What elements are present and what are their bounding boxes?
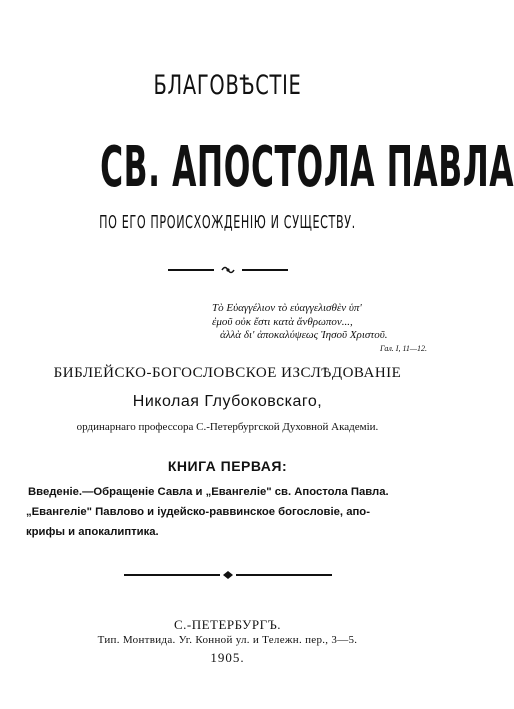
contents-line: „Евангеліе" Павлово и іудейско-раввинское богословіе, апо- — [26, 506, 370, 518]
epigraph — [212, 302, 427, 343]
ornament-divider-top — [168, 265, 288, 275]
epigraph-reference: Гал. I, 11—12. — [379, 344, 427, 353]
ornament-flourish-icon — [222, 265, 234, 275]
contents-line: Введеніе.—Обращеніе Савла и „Евангеліе" св. Апостола Павла. — [28, 486, 389, 498]
pre-title: БЛАГОВѢСТІЕ — [153, 70, 302, 101]
book-contents — [26, 482, 433, 542]
ornament-flourish-icon — [222, 570, 234, 580]
main-title: СВ. АПОСТОЛА ПАВЛА — [100, 135, 514, 200]
epigraph-line: Τὸ Εὐαγγέλιον τὸ εὐαγγελισθὲν ὑπ' — [212, 302, 362, 314]
ornament-divider-bottom — [124, 570, 332, 580]
author-name: Николая Глубоковскаго, — [132, 393, 323, 410]
subtitle: ПО ЕГО ПРОИСХОЖДЕНІЮ И СУЩЕСТВУ. — [99, 212, 356, 233]
contents-line: крифы и апокалиптика. — [26, 526, 159, 538]
epigraph-line: ἐμοῦ οὐκ ἔστι κατὰ ἄνθρωπον..., — [212, 315, 353, 328]
imprint-city: С.-ПЕТЕРБУРГЪ. — [173, 617, 282, 632]
imprint-year: 1905. — [210, 650, 245, 665]
study-type: БИБЛЕЙСКО-БОГОСЛОВСКОЕ ИЗСЛѢДОВАНІЕ — [53, 365, 402, 381]
imprint-printer: Тип. Монтвида. Уг. Конной ул. и Тележн. пер., 3—5. — [97, 634, 358, 646]
epigraph-line: ἀλλὰ δι' ἀποκαλύψεως Ἰησοῦ Χριστοῦ. — [220, 329, 388, 341]
book-heading: КНИГА ПЕРВАЯ: — [167, 458, 288, 474]
author-role: ординарнаго профессора С.-Петербургской Духовной Академіи. — [76, 421, 379, 433]
